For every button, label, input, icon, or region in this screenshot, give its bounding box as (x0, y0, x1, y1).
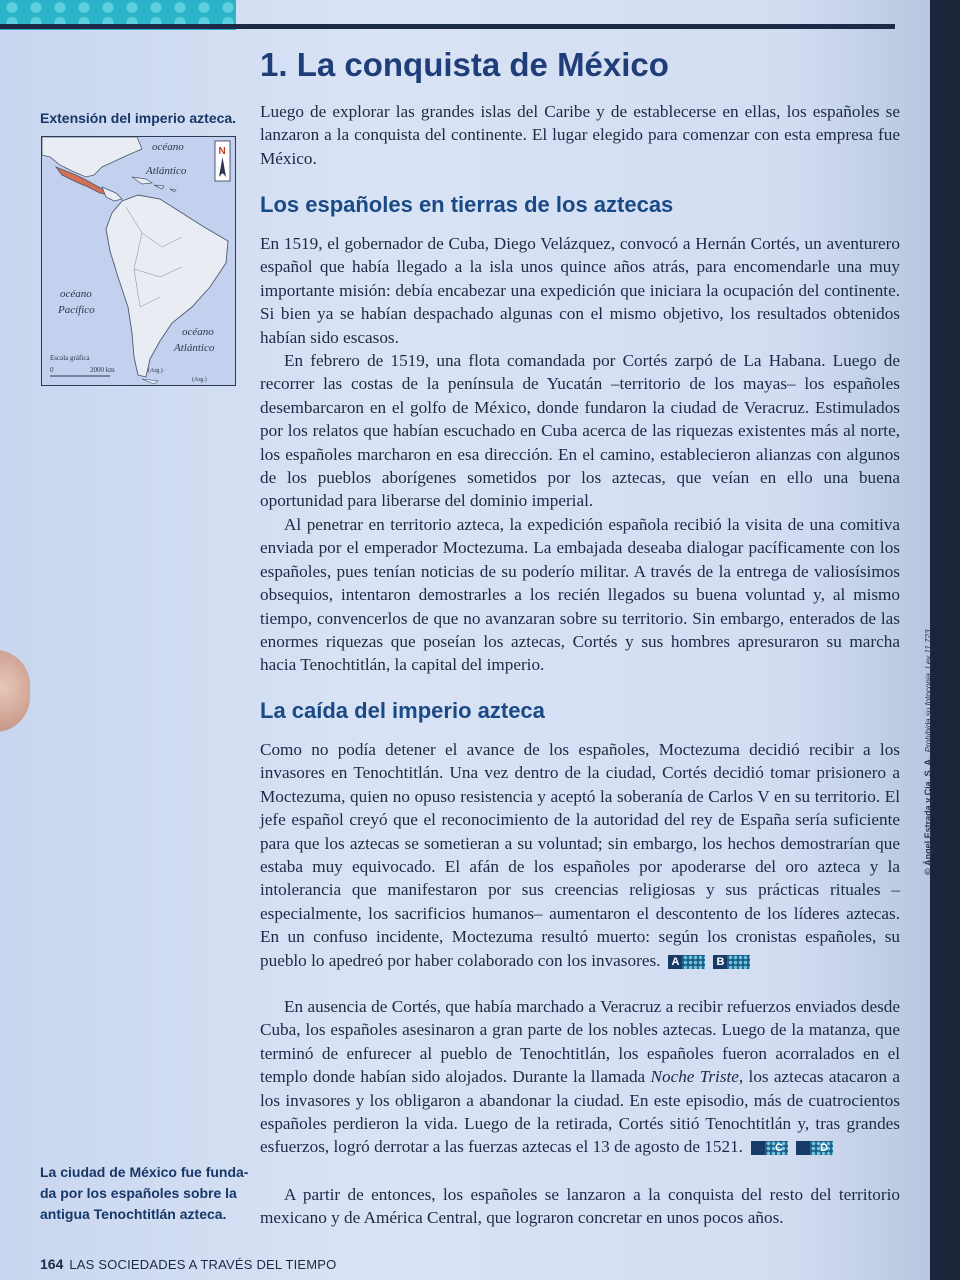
compass-north-label: N (218, 146, 226, 157)
map-scale-km: 2000 km (90, 366, 115, 374)
map-label-atlantic-south-2: Atlántico (174, 342, 215, 354)
compass-icon (215, 141, 230, 181)
page-number: 164 (40, 1256, 64, 1272)
paragraph-1519-expedition: En 1519, el gobernador de Cuba, Diego Velázquez, convocó a Hernán Cortés, un aventurero español que había llegado a la isla unos quince años atrás, para encomendarle una muy importante misión: debía encabezar una expedición que iniciara la ocupación del continente. Si bien ya se habían despachado algunas con el mismo objetivo, los resultados obtenidos habían sido escasos. (260, 234, 900, 347)
footer-section-title: LAS SOCIEDADES A TRAVÉS DEL TIEMPO (69, 1257, 337, 1272)
intro-paragraph: Luego de explorar las grandes islas del Caribe y de establecerse en ellas, los españoles se lanzaron a la conquista del continente. El lugar elegido para comenzar con esta empresa fue México. (260, 102, 900, 168)
map-region-label-2: (Arg.) (192, 377, 207, 383)
noche-triste-term: Noche Triste (650, 1067, 739, 1087)
activity-tag-c[interactable] (751, 1141, 788, 1155)
paragraph-moctezuma-death (260, 738, 900, 972)
activity-tag-a-label: A (668, 955, 682, 969)
activity-tag-b[interactable] (713, 955, 750, 969)
map-label-pacific-2: Pacífico (58, 304, 95, 316)
aztec-empire-map (41, 136, 236, 386)
paragraph-fleet-veracruz: En febrero de 1519, una flota comandada por Cortés zarpó de La Habana. Luego de recorrer las costas de la península de Yucatán –territorio de los mayas– los españoles desembarcaron en el golfo de México, donde fundaron la ciudad de Veracruz. Estimulados por los relatos que habían escuchado en Cuba acerca de las riquezas existentes más al norte, los españoles marcharon en esa dirección. En el camino, establecieron alianzas con algunos de los pueblos aborígenes sometidos por los aztecas, que veían en ello una buena oportunidad para liberarse del dominio imperial. (260, 351, 900, 511)
map-label-atlantic-north-1: océano (152, 141, 184, 153)
activity-tag-b-label: B (713, 955, 727, 969)
copyright-notice: Prohibida su fotocopia. Ley 11.723 (924, 629, 933, 753)
paragraph-conquest-continues: A partir de entonces, los españoles se lanzaron a la conquista del resto del territorio mexicano y de América Central, que lograron concretar en unos pocos años. (260, 1185, 900, 1228)
copyright-credit (918, 600, 934, 880)
map-caption: Extensión del imperio azteca. (40, 110, 237, 126)
chapter-title: 1. La conquista de México (260, 46, 669, 83)
map-scale-label: Escala gráfica (50, 354, 90, 362)
paragraph-moctezuma-embassy: Al penetrar en territorio azteca, la expedición española recibió la visita de una comitiva enviada por el emperador Moctezuma. La embajada deseaba dialogar pacíficamente con los españoles, pues tenían noticias de su poderío militar. A través de la entrega de valiosísimos obsequios, intentaron demostrarles a los recién llegados su buena voluntad y, al mismo tiempo, convencerlos de que no avanzaran sobre su territorio. Sin embargo, enterados de las enormes riquezas que poseían los aztecas, Cortés y sus hombres apresuraron su marcha hacia Tenochtitlán, la capital del imperio. (260, 515, 900, 675)
activity-tag-c-label: C (751, 1141, 765, 1155)
side-caption-line-1: La ciudad de México fue funda- (40, 1164, 249, 1180)
activity-tag-a[interactable] (668, 955, 705, 969)
thumb-in-frame (0, 650, 30, 732)
section-heading-fall: La caída del imperio azteca (260, 698, 545, 723)
header-rule (0, 24, 895, 29)
side-caption (40, 1162, 248, 1225)
side-caption-line-2: da por los españoles sobre la (40, 1185, 237, 1201)
activity-tag-d-label: D (796, 1141, 810, 1155)
side-caption-line-3: antigua Tenochtitlán azteca. (40, 1206, 227, 1222)
map-label-atlantic-south-1: océano (182, 326, 214, 338)
map-region-label-1: (Arg.) (148, 368, 163, 374)
page-footer (40, 1256, 337, 1272)
activity-tag-d[interactable] (796, 1141, 833, 1155)
paragraph-noche-triste-text-b: , los aztecas atacaron a los invasores y los obligaron a abandonar la ciudad. En este episodio, más de cuatrocientos españoles perdieron la vida. Luego de la retirada, Cortés sitió Tenochtitlán y, tras grandes esfuerzos, logró derrotar a las fuerzas aztecas el 13 de agosto de 1521. (260, 1067, 900, 1157)
paragraph-moctezuma-death-text: Como no podía detener el avance de los españoles, Moctezuma decidió recibir a los invasores en Tenochtitlán. Una vez dentro de la ciudad, Cortés decidió tomar prisionero a Moctezuma, quien no opuso resistencia y aceptó la soberanía de Carlos V en su territorio. El jefe español creyó que el reconocimiento de la autoridad del rey de España sería suficiente para que los aztecas se sometieran a su voluntad; sin embargo, los hechos demostrarían que estaba muy equivocado. El afán de los españoles por apoderarse del oro azteca y la intolerancia que manifestaron por sus creencias religiosas y sus prácticas rituales –especialmente, los sacrificios humanos– aumentaron el descontento de los líderes aztecas. En un confuso incidente, Moctezuma resultó muerto: según los cronistas españoles, su pueblo lo apedreó por haber colaborado con los invasores. (260, 740, 900, 970)
paragraph-noche-triste (260, 995, 900, 1159)
section-heading-spaniards: Los españoles en tierras de los aztecas (260, 192, 674, 217)
map-label-pacific-1: océano (60, 288, 92, 300)
map-scale-zero: 0 (50, 366, 54, 374)
map-label-atlantic-north-2: Atlántico (146, 165, 187, 177)
paragraph-noche-triste-text-a: En ausencia de Cortés, que había marchado a Veracruz a recibir refuerzos enviados desde Cuba, los españoles asesinaron a gran parte de los nobles aztecas. Luego de la matanza, que terminó de enfurecer al pueblo de Tenochtitlán, los españoles fueron acorralados en el templo donde habían sido alojados. Durante la llamada (260, 997, 900, 1087)
copyright-publisher: © Ángel Estrada y Cía. S. A. (923, 756, 933, 875)
